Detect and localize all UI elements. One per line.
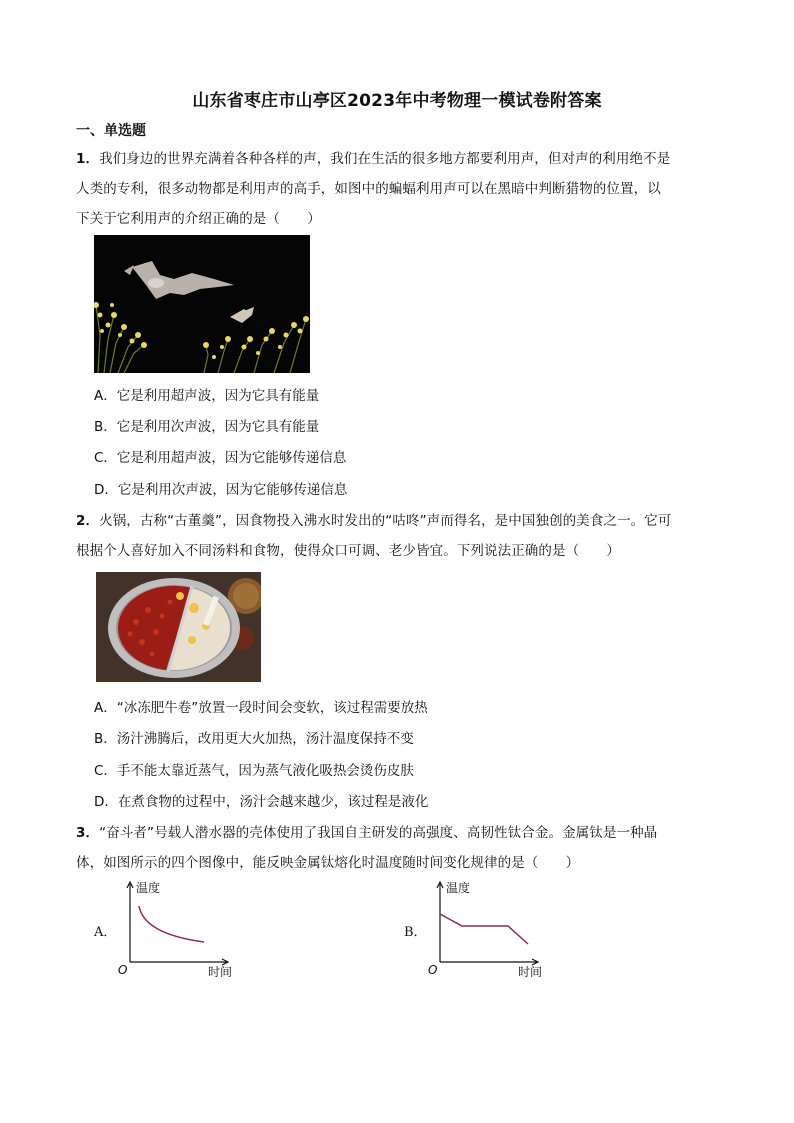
q2-line-1 [76,509,671,529]
q1-line-3: 下关于它利用声的介绍正确的是（ ） [76,211,321,227]
graph-a-ylabel: 温度 [136,881,161,895]
section-heading: 一、单选题 [76,123,146,139]
q2-option-b: B．汤汁沸腾后，改用更大火加热，汤汁温度保持不变 [94,731,414,747]
bat-photo [94,235,310,373]
q2-option-a: A．“冰冻肥牛卷”放置一段时间会变软，该过程需要放热 [94,700,428,716]
graph-a-origin: O [118,963,128,977]
graph-a-xlabel: 时间 [208,965,233,979]
q2-option-c: C．手不能太靠近蒸气，因为蒸气液化吸热会烫伤皮肤 [94,763,414,779]
q1-option-a: A．它是利用超声波，因为它具有能量 [94,388,320,404]
q1-option-b: B．它是利用次声波，因为它具有能量 [94,419,320,435]
q1-line-2: 人类的专利，很多动物都是利用声的高手，如图中的蝙蝠利用声可以在黑暗中判断猎物的位置，以 [76,181,661,197]
q1-text-1: 我们身边的世界充满着各种各样的声，我们在生活的很多地方都要利用声，但对声的利用绝不是 [99,151,671,167]
graph-b-label: B． [404,925,427,940]
q3-line-1 [76,821,657,841]
q2-text-1: 火锅，古称“古董羹”，因食物投入沸水时发出的“咕咚”声而得名，是中国独创的美食之一。它可 [99,513,672,529]
q1-option-c: C．它是利用超声波，因为它能够传递信息 [94,450,347,466]
q3-number: 3． [76,825,100,841]
graph-b-xlabel: 时间 [518,965,543,979]
q3-line-2: 体，如图所示的四个图像中，能反映金属钛熔化时温度随时间变化规律的是（ ） [76,855,580,871]
graph-b-origin: O [428,963,438,977]
q2-line-2: 根据个人喜好加入不同汤料和食物，使得众口可调、老少皆宜。下列说法正确的是（ ） [76,543,620,559]
q2-option-d: D．在煮食物的过程中，汤汁会越来越少，该过程是液化 [94,794,429,810]
graph-b-curve [440,914,528,944]
graph-b-ylabel: 温度 [446,881,471,895]
q1-option-d: D．它是利用次声波，因为它能够传递信息 [94,482,348,498]
q1-line-1 [76,147,670,167]
page-title: 山东省枣庄市山亭区2023年中考物理一模试卷附答案 [192,91,602,111]
q1-number: 1． [76,151,100,167]
graph-b [422,876,552,982]
q2-number: 2． [76,513,100,529]
graph-a-label: A． [94,925,117,940]
graph-a-curve [139,906,204,942]
hotpot-photo [96,572,261,682]
q3-text-1: “奋斗者”号载人潜水器的壳体使用了我国自主研发的高强度、高韧性钛合金。金属钛是一种晶 [99,825,658,841]
graph-a [112,876,242,982]
